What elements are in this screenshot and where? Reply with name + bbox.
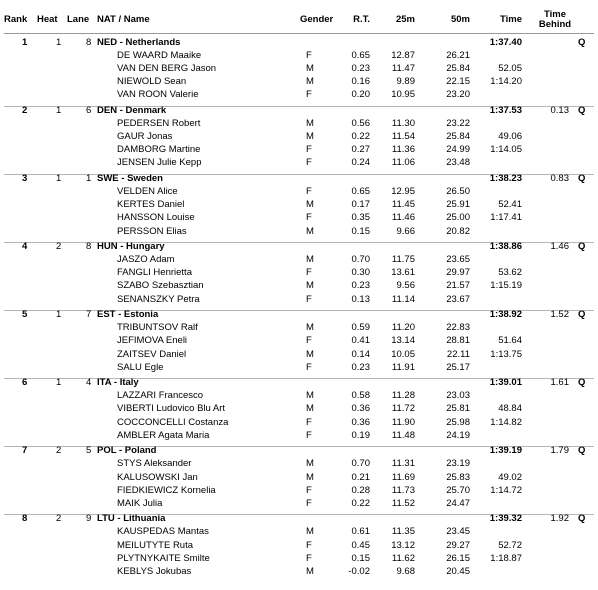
- team-name: ITA - Italy: [97, 377, 139, 388]
- swimmer-name: VAN DEN BERG Jason: [117, 62, 217, 74]
- gender-cell: F: [306, 416, 312, 428]
- reaction-time: 0.21: [351, 471, 370, 483]
- split-50m: 25.17: [446, 361, 470, 373]
- split-50m: 28.81: [446, 335, 470, 347]
- split-50m: 26.50: [446, 185, 470, 197]
- reaction-time: 0.15: [351, 225, 370, 237]
- reaction-time: -0.02: [348, 566, 370, 577]
- gender-cell: M: [306, 62, 314, 74]
- heat-cell: 2: [56, 240, 62, 252]
- heat-cell: 1: [56, 377, 62, 388]
- gender-cell: F: [306, 89, 312, 101]
- cumulative-time: 52.72: [498, 539, 522, 551]
- split-50m: 21.57: [446, 280, 470, 292]
- swimmer-name: MEILUTYTE Ruta: [117, 539, 194, 551]
- qualified-mark: Q: [578, 240, 586, 252]
- split-50m: 23.19: [446, 458, 470, 470]
- split-50m: 25.83: [446, 471, 470, 483]
- lane-cell: 1: [86, 172, 92, 184]
- gender-cell: M: [306, 458, 314, 470]
- time-behind: 1.61: [550, 377, 569, 388]
- gender-cell: F: [306, 49, 312, 61]
- reaction-time: 0.36: [351, 416, 370, 428]
- swimmer-name: TRIBUNTSOV Ralf: [117, 322, 198, 334]
- gender-cell: F: [306, 267, 312, 279]
- rank-cell: 1: [22, 36, 28, 48]
- split-25m: 11.31: [391, 458, 415, 470]
- split-25m: 11.20: [391, 322, 415, 334]
- rank-cell: 8: [22, 513, 28, 525]
- split-25m: 11.52: [391, 497, 415, 509]
- split-25m: 11.91: [391, 361, 415, 373]
- reaction-time: 0.36: [351, 403, 370, 415]
- qualified-mark: Q: [578, 513, 586, 525]
- swimmer-name: STYS Aleksander: [117, 458, 192, 470]
- time-behind: 0.13: [550, 104, 569, 116]
- cumulative-time: 52.05: [498, 62, 522, 74]
- reaction-time: 0.58: [351, 390, 370, 402]
- gender-cell: F: [306, 539, 312, 551]
- split-25m: 11.46: [391, 212, 415, 224]
- reaction-time: 0.30: [351, 267, 370, 279]
- split-25m: 11.28: [391, 390, 415, 402]
- split-25m: 11.54: [391, 131, 415, 142]
- split-50m: 26.15: [446, 552, 470, 564]
- gender-cell: F: [306, 144, 312, 156]
- final-time: 1:39.01: [489, 377, 522, 388]
- lane-cell: 8: [86, 36, 92, 48]
- time-behind: 1.79: [550, 445, 569, 457]
- header-time-behind-1: Time: [543, 9, 566, 20]
- split-50m: 25.81: [446, 403, 470, 415]
- qualified-mark: Q: [578, 36, 586, 48]
- split-50m: 23.67: [446, 293, 470, 305]
- split-50m: 23.20: [446, 89, 470, 101]
- gender-cell: F: [306, 361, 312, 373]
- gender-cell: M: [306, 199, 314, 211]
- cumulative-time: 1:14.20: [490, 76, 522, 88]
- final-time: 1:38.23: [489, 172, 522, 184]
- final-time: 1:39.19: [489, 445, 522, 457]
- rank-cell: 6: [22, 377, 28, 388]
- split-25m: 11.30: [391, 117, 415, 129]
- reaction-time: 0.20: [351, 89, 370, 101]
- gender-cell: F: [306, 552, 312, 564]
- qualified-mark: Q: [578, 104, 586, 116]
- reaction-time: 0.59: [351, 322, 370, 334]
- gender-cell: M: [306, 526, 314, 538]
- swimmer-name: JEFIMOVA Eneli: [117, 335, 188, 347]
- split-25m: 11.36: [391, 144, 415, 156]
- swimmer-name: SZABO Szebasztian: [117, 280, 204, 292]
- swimmer-name: DE WAARD Maaike: [117, 49, 202, 61]
- split-25m: 11.35: [391, 526, 415, 538]
- split-50m: 25.98: [446, 416, 470, 428]
- swimmer-name: PLYTNYKAITE Smilte: [117, 552, 210, 564]
- header-nat-name: NAT / Name: [97, 14, 150, 25]
- lane-cell: 6: [86, 104, 92, 116]
- swimmer-name: KERTES Daniel: [117, 199, 185, 211]
- swimmer-name: SALU Egle: [117, 361, 164, 373]
- split-50m: 20.82: [446, 225, 470, 237]
- rank-cell: 7: [22, 445, 28, 457]
- gender-cell: F: [306, 293, 312, 305]
- cumulative-time: 1:18.87: [490, 552, 522, 564]
- time-behind: 1.52: [550, 308, 569, 320]
- split-25m: 13.14: [391, 335, 415, 347]
- team-name: SWE - Sweden: [97, 172, 163, 184]
- qualified-mark: Q: [578, 172, 586, 184]
- split-50m: 23.48: [446, 157, 470, 169]
- heat-cell: 1: [56, 308, 62, 320]
- gender-cell: F: [306, 335, 312, 347]
- gender-cell: M: [306, 280, 314, 292]
- reaction-time: 0.27: [351, 144, 370, 156]
- heat-cell: 1: [56, 36, 62, 48]
- gender-cell: F: [306, 185, 312, 197]
- swimmer-name: KALUSOWSKI Jan: [117, 471, 198, 483]
- reaction-time: 0.61: [351, 526, 370, 538]
- cumulative-time: 1:13.75: [490, 348, 522, 360]
- split-25m: 11.47: [391, 62, 415, 74]
- swimmer-name: VIBERTI Ludovico Blu Art: [117, 403, 226, 415]
- reaction-time: 0.22: [351, 497, 370, 509]
- reaction-time: 0.14: [351, 348, 370, 360]
- split-50m: 25.91: [446, 199, 470, 211]
- time-behind: 0.83: [550, 172, 569, 184]
- cumulative-time: 52.41: [498, 199, 522, 211]
- final-time: 1:39.32: [489, 513, 522, 525]
- reaction-time: 0.28: [351, 484, 370, 496]
- reaction-time: 0.22: [351, 131, 370, 142]
- gender-cell: F: [306, 484, 312, 496]
- swimmer-name: GAUR Jonas: [117, 131, 173, 142]
- swimmer-name: COCCONCELLI Costanza: [117, 416, 229, 428]
- qualified-mark: Q: [578, 445, 586, 457]
- split-50m: 24.99: [446, 144, 470, 156]
- team-name: LTU - Lithuania: [97, 513, 166, 525]
- swimmer-name: KAUSPEDAS Mantas: [117, 526, 209, 538]
- split-25m: 11.75: [391, 254, 415, 265]
- team-name: POL - Poland: [97, 445, 157, 457]
- gender-cell: M: [306, 131, 314, 142]
- swimmer-name: DAMBORG Martine: [117, 144, 201, 156]
- swimmer-name: VELDEN Alice: [117, 185, 178, 197]
- reaction-time: 0.45: [351, 539, 370, 551]
- team-name: DEN - Denmark: [97, 104, 167, 116]
- heat-cell: 1: [56, 104, 62, 116]
- swimmer-name: FIEDKIEWICZ Kornelia: [117, 484, 216, 496]
- swimmer-name: NIEWOLD Sean: [117, 76, 187, 88]
- team-name: NED - Netherlands: [97, 36, 181, 48]
- split-50m: 23.03: [446, 390, 470, 402]
- cumulative-time: 1:17.41: [490, 212, 522, 224]
- reaction-time: 0.23: [351, 62, 370, 74]
- reaction-time: 0.15: [351, 552, 370, 564]
- split-25m: 11.90: [391, 416, 415, 428]
- gender-cell: F: [306, 497, 312, 509]
- header-time: Time: [499, 14, 522, 25]
- split-25m: 11.69: [391, 471, 415, 483]
- gender-cell: M: [306, 254, 314, 265]
- swimmer-name: SENANSZKY Petra: [117, 293, 200, 305]
- split-50m: 23.45: [446, 526, 470, 538]
- split-50m: 29.27: [446, 539, 470, 551]
- header-25m: 25m: [395, 14, 415, 25]
- header-reaction-time: R.T.: [353, 14, 370, 25]
- split-25m: 10.05: [391, 348, 415, 360]
- heat-cell: 2: [56, 513, 62, 525]
- reaction-time: 0.24: [351, 157, 370, 169]
- header-lane: Lane: [67, 14, 90, 25]
- gender-cell: M: [306, 76, 314, 88]
- header-gender: Gender: [300, 14, 334, 25]
- split-25m: 13.12: [391, 539, 415, 551]
- swimmer-name: ZAITSEV Daniel: [117, 348, 187, 360]
- cumulative-time: 53.62: [498, 267, 522, 279]
- gender-cell: M: [306, 403, 314, 415]
- split-25m: 11.48: [391, 429, 415, 441]
- split-25m: 11.72: [391, 403, 415, 415]
- gender-cell: M: [306, 566, 314, 577]
- reaction-time: 0.23: [351, 361, 370, 373]
- cumulative-time: 1:14.82: [490, 416, 522, 428]
- gender-cell: M: [306, 471, 314, 483]
- cumulative-time: 1:14.72: [490, 484, 522, 496]
- split-25m: 11.62: [391, 552, 415, 564]
- rank-cell: 2: [22, 104, 28, 116]
- final-time: 1:37.53: [489, 104, 522, 116]
- gender-cell: F: [306, 157, 312, 169]
- swimmer-name: JENSEN Julie Kepp: [117, 157, 202, 169]
- cumulative-time: 49.06: [498, 131, 522, 142]
- swimmer-name: HANSSON Louise: [117, 212, 195, 224]
- header-heat: Heat: [37, 14, 58, 25]
- cumulative-time: 1:14.05: [490, 144, 522, 156]
- gender-cell: F: [306, 212, 312, 224]
- qualified-mark: Q: [578, 377, 586, 388]
- gender-cell: M: [306, 322, 314, 334]
- cumulative-time: 1:15.19: [490, 280, 522, 292]
- reaction-time: 0.70: [351, 254, 370, 265]
- split-50m: 20.45: [446, 566, 470, 577]
- split-25m: 11.73: [391, 484, 415, 496]
- final-time: 1:37.40: [489, 36, 522, 48]
- reaction-time: 0.70: [351, 458, 370, 470]
- split-25m: 9.68: [396, 566, 415, 577]
- lane-cell: 8: [86, 240, 92, 252]
- split-25m: 9.56: [396, 280, 415, 292]
- gender-cell: M: [306, 348, 314, 360]
- reaction-time: 0.13: [351, 293, 370, 305]
- split-50m: 22.11: [446, 348, 470, 360]
- split-25m: 11.45: [391, 199, 415, 211]
- final-time: 1:38.86: [489, 240, 522, 252]
- split-25m: 9.66: [396, 225, 415, 237]
- reaction-time: 0.65: [351, 49, 370, 61]
- time-behind: 1.92: [550, 513, 569, 525]
- split-50m: 23.65: [446, 254, 470, 265]
- split-50m: 22.83: [446, 322, 470, 334]
- split-50m: 25.84: [446, 62, 470, 74]
- split-50m: 24.19: [446, 429, 470, 441]
- gender-cell: M: [306, 390, 314, 402]
- cumulative-time: 49.02: [498, 471, 522, 483]
- rank-cell: 5: [22, 308, 28, 320]
- swimmer-name: VAN ROON Valerie: [117, 89, 199, 101]
- gender-cell: M: [306, 117, 314, 129]
- split-50m: 29.97: [446, 267, 470, 279]
- split-25m: 11.06: [391, 157, 415, 169]
- swimmer-name: LAZZARI Francesco: [117, 390, 204, 402]
- heat-cell: 1: [56, 172, 62, 184]
- rank-cell: 3: [22, 172, 28, 184]
- split-50m: 23.22: [446, 117, 470, 129]
- lane-cell: 7: [86, 308, 92, 320]
- cumulative-time: 48.84: [498, 403, 522, 415]
- header-time-behind-2: Behind: [538, 19, 572, 30]
- header-50m: 50m: [450, 14, 470, 25]
- swimmer-name: AMBLER Agata Maria: [117, 429, 210, 441]
- heat-cell: 2: [56, 445, 62, 457]
- swimmer-name: PERSSON Elias: [117, 225, 187, 237]
- swimmer-name: FANGLI Henrietta: [117, 267, 192, 279]
- reaction-time: 0.19: [351, 429, 370, 441]
- reaction-time: 0.65: [351, 185, 370, 197]
- swimmer-name: JASZO Adam: [117, 254, 175, 265]
- split-50m: 25.70: [446, 484, 470, 496]
- reaction-time: 0.23: [351, 280, 370, 292]
- split-25m: 11.14: [391, 293, 415, 305]
- reaction-time: 0.56: [351, 117, 370, 129]
- reaction-time: 0.17: [351, 199, 370, 211]
- cumulative-time: 51.64: [498, 335, 522, 347]
- swimmer-name: PEDERSEN Robert: [117, 117, 201, 129]
- header-rank: Rank: [4, 14, 28, 25]
- time-behind: 1.46: [550, 240, 569, 252]
- gender-cell: F: [306, 429, 312, 441]
- qualified-mark: Q: [578, 308, 586, 320]
- split-25m: 9.89: [396, 76, 415, 88]
- split-50m: 25.84: [446, 131, 470, 142]
- split-25m: 10.95: [391, 89, 415, 101]
- swimmer-name: MAIK Julia: [117, 497, 163, 509]
- reaction-time: 0.16: [351, 76, 370, 88]
- split-25m: 12.95: [391, 185, 415, 197]
- split-50m: 22.15: [446, 76, 470, 88]
- final-time: 1:38.92: [489, 308, 522, 320]
- lane-cell: 4: [86, 377, 92, 388]
- reaction-time: 0.41: [351, 335, 370, 347]
- lane-cell: 5: [86, 445, 92, 457]
- reaction-time: 0.35: [351, 212, 370, 224]
- header-divider: [4, 33, 594, 34]
- team-name: HUN - Hungary: [97, 240, 165, 252]
- lane-cell: 9: [86, 513, 92, 525]
- split-50m: 26.21: [446, 49, 470, 61]
- split-50m: 25.00: [446, 212, 470, 224]
- rank-cell: 4: [22, 240, 28, 252]
- team-name: EST - Estonia: [97, 308, 159, 320]
- split-25m: 13.61: [391, 267, 415, 279]
- swimmer-name: KEBLYS Jokubas: [117, 566, 192, 577]
- split-25m: 12.87: [391, 49, 415, 61]
- gender-cell: M: [306, 225, 314, 237]
- split-50m: 24.47: [446, 497, 470, 509]
